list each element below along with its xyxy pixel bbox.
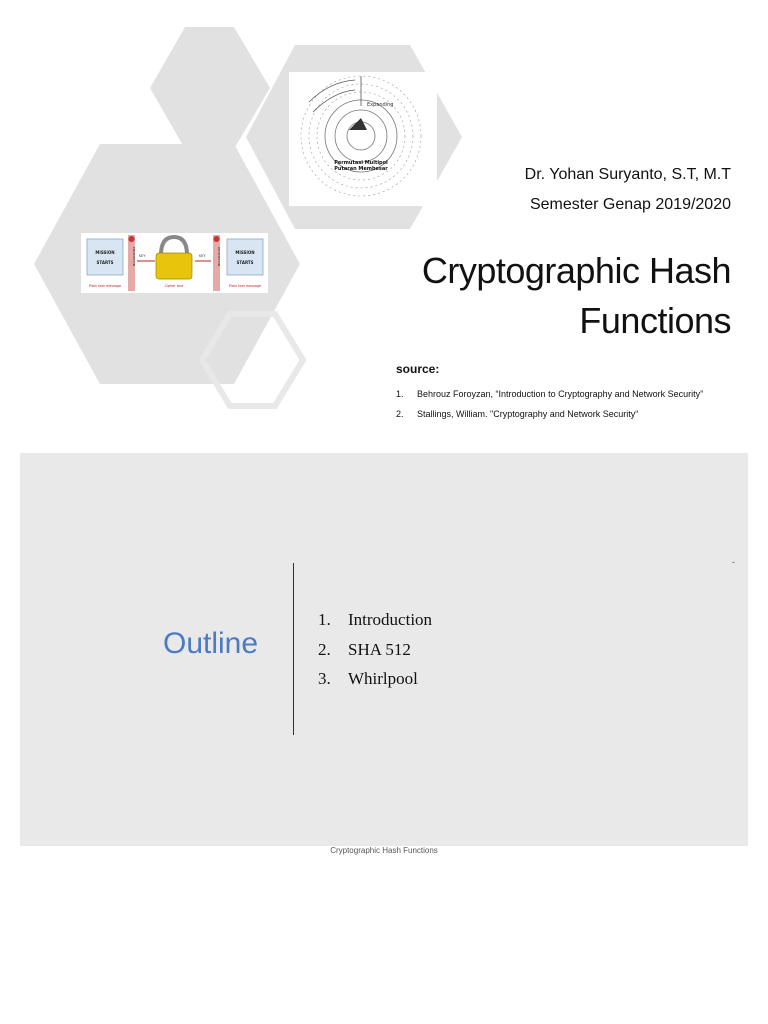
list-item-label: SHA 512 [348,639,411,659]
rotor-diagram-image [289,72,437,206]
author-name: Dr. Yohan Suryanto, S.T, M.T [524,166,731,183]
crypto-right-label-1: MISSION [235,250,255,255]
slide-title [422,246,731,346]
crypto-left-caption: Plain text message [88,284,122,288]
slide-title-line-1: Cryptographic Hash [421,250,731,291]
semester-label: Semester Genap 2019/2020 [529,196,731,213]
outline-list [318,605,432,694]
vertical-divider [293,563,294,735]
source-number: 1. [396,389,404,399]
source-number: 2. [396,409,404,419]
rotor-caption-2: Putaran Membesar [334,166,388,172]
dash-mark: - [732,557,735,567]
list-item-label: Whirlpool [348,669,418,688]
source-block [396,362,756,424]
list-item [318,635,432,665]
list-item-label: Introduction [348,610,433,629]
list-item-number: 1. [318,610,331,629]
crypto-decryption-bar: DECRYPTION [217,247,221,267]
source-text: Behrouz Foroyzan, “Introduction to Cryptography and Network Security” [417,389,704,399]
author-block [525,160,731,220]
source-label: source: [396,362,440,376]
list-item [318,605,432,635]
page-footer: Cryptographic Hash Functions [330,846,438,855]
crypto-key-label-1: KEY [139,254,146,258]
encryption-diagram-image [81,233,268,293]
slide-title-line-2: Functions [579,300,731,341]
source-item [396,404,756,424]
source-text: Stallings, William. "Cryptography and Network Security“ [417,409,639,419]
crypto-left-label-2: STARTS [96,260,114,265]
rotor-expanding-label: Expanding [367,102,394,108]
outline-slide [20,453,748,846]
crypto-left-label-1: MISSION [95,250,115,255]
title-slide [0,0,768,440]
crypto-right-label-2: STARTS [236,260,254,265]
list-item-number: 2. [318,639,331,659]
list-item [318,664,432,694]
source-item [396,384,756,404]
rotor-caption-1: Permutasi Multipol [334,160,388,166]
crypto-encryption-bar: ENCRYPTION [132,247,136,267]
outline-heading: Outline [163,627,259,660]
crypto-key-label-2: KEY [199,254,206,258]
crypto-right-caption: Plain text message [228,284,262,288]
list-item-number: 3. [318,669,331,688]
crypto-center-caption: Cipher text [164,284,184,288]
